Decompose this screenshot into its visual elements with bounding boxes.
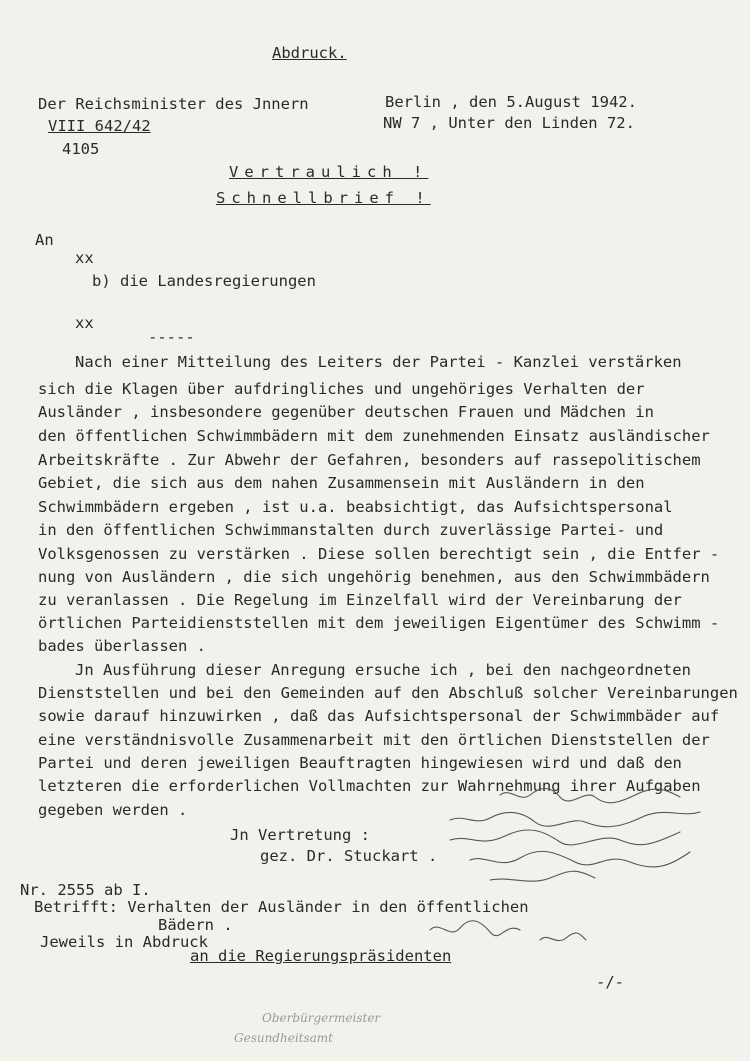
handwriting-scribble	[430, 715, 740, 885]
classification-express: Schnellbrief !	[216, 189, 431, 207]
body-line: sowie darauf hinzuwirken , daß das Aufsichtspersonal der Schwimmbäder auf	[38, 707, 720, 725]
footer-subject-cont: Bädern .	[158, 916, 233, 934]
handwriting-scribble	[420, 900, 620, 960]
body-line: nung von Ausländern , die sich ungehörig benehmen, aus den Schwimmbädern	[38, 568, 710, 586]
recipients-label: An	[35, 231, 54, 249]
stamp-text: Oberbürgermeister	[262, 1011, 381, 1025]
page-continuation-mark: -/-	[596, 973, 624, 991]
body-line: Arbeitskräfte . Zur Abwehr der Gefahren, besonders auf rassepolitischem	[38, 451, 701, 469]
body-line: Jn Ausführung dieser Anregung ersuche ich , bei den nachgeordneten	[75, 661, 691, 679]
internal-code: 4105	[62, 140, 100, 158]
footer-copy-note: Jeweils in Abdruck	[40, 933, 208, 951]
footer-subject: Betrifft: Verhalten der Ausländer in den öffentlichen	[34, 898, 529, 916]
body-line: bades überlassen .	[38, 637, 206, 655]
stamp-text: Gesundheitsamt	[234, 1031, 333, 1045]
handwritten-annotation	[420, 900, 620, 964]
body-line: den öffentlichen Schwimmbädern mit dem zunehmenden Einsatz ausländischer	[38, 427, 710, 445]
signature-name: gez. Dr. Stuckart .	[260, 847, 438, 865]
handwritten-annotation	[430, 715, 740, 889]
body-line: letzteren die erforderlichen Vollmachten zur Wahrnehmung ihrer Aufgaben	[38, 777, 701, 795]
signature-in-representation: Jn Vertretung :	[230, 826, 370, 844]
sender-name: Der Reichsminister des Jnnern	[38, 95, 309, 113]
recipient-item: b) die Landesregierungen	[92, 272, 316, 290]
footer-recipient: an die Regierungspräsidenten	[190, 947, 452, 965]
body-line: sich die Klagen über aufdringliches und ungehöriges Verhalten der	[38, 380, 645, 398]
body-line: Schwimmbädern ergeben , ist u.a. beabsichtigt, das Aufsichtspersonal	[38, 498, 673, 516]
body-line: eine verständnisvolle Zusammenarbeit mit den örtlichen Dienststellen der	[38, 731, 710, 749]
recipient-item: xx	[75, 249, 94, 267]
body-line: Dienststellen und bei den Gemeinden auf den Abschluß solcher Vereinbarungen	[38, 684, 738, 702]
separator-dashes: -----	[148, 328, 195, 346]
file-reference: VIII 642/42	[48, 117, 151, 135]
footer-number: Nr. 2555 ab I.	[20, 881, 151, 899]
recipient-item: xx	[75, 314, 94, 332]
classification-confidential: Vertraulich !	[229, 163, 429, 181]
body-line: Gebiet, die sich aus dem nahen Zusammensein mit Ausländern in den	[38, 474, 645, 492]
sender-address: NW 7 , Unter den Linden 72.	[383, 114, 635, 132]
place-date: Berlin , den 5.August 1942.	[385, 93, 637, 111]
body-line: gegeben werden .	[38, 801, 188, 819]
body-line: Volksgenossen zu verstärken . Diese sollen berechtigt sein , die Entfer -	[38, 545, 720, 563]
body-line: zu veranlassen . Die Regelung im Einzelfall wird der Vereinbarung der	[38, 591, 682, 609]
body-line: in den öffentlichen Schwimmanstalten durch zuverlässige Partei- und	[38, 521, 664, 539]
body-line: örtlichen Parteidienststellen mit dem jeweiligen Eigentümer des Schwimm -	[38, 614, 720, 632]
body-line: Ausländer , insbesondere gegenüber deutschen Frauen und Mädchen in	[38, 403, 654, 421]
body-line: Nach einer Mitteilung des Leiters der Partei - Kanzlei verstärken	[75, 353, 682, 371]
document-title: Abdruck.	[272, 44, 347, 62]
body-line: Partei und deren jeweiligen Beauftragten hingewiesen wird und daß den	[38, 754, 682, 772]
